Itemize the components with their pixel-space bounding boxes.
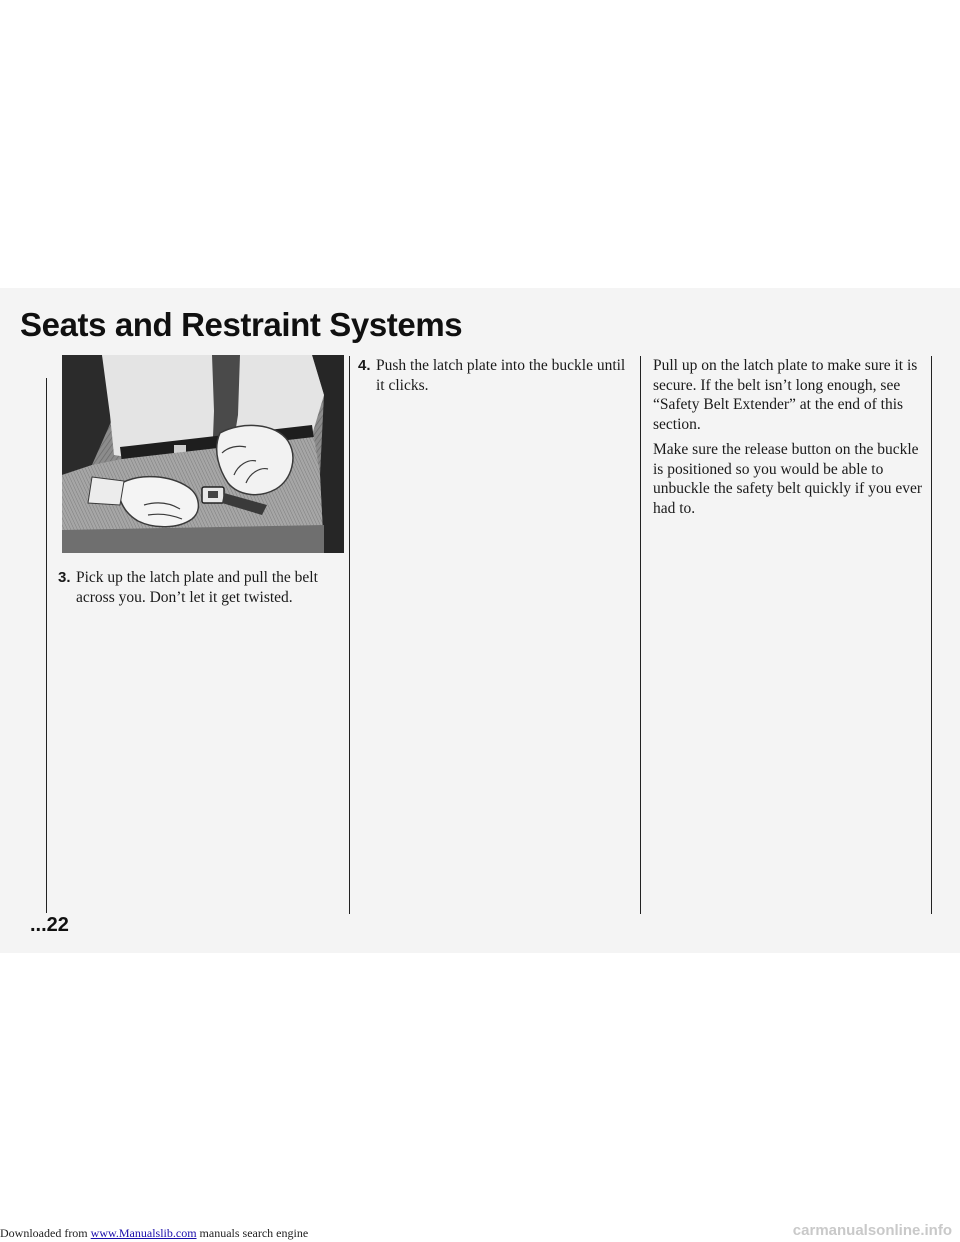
- latch-plate-illustration-icon: [62, 355, 344, 553]
- site-watermark: carmanualsonline.info: [792, 1222, 952, 1239]
- footer-suffix: manuals search engine: [199, 1226, 309, 1240]
- step-text: Push the latch plate into the buckle until it clicks.: [376, 357, 626, 394]
- step-3: [58, 568, 340, 607]
- step-4: [358, 356, 633, 395]
- column-rule-far-right: [931, 356, 932, 914]
- section-title: Seats and Restraint Systems: [20, 306, 463, 343]
- paragraph-latch-secure: Pull up on the latch plate to make sure it is secure. If the belt isn’t long enough, see “Safety Belt Extender” at the end of this section.: [653, 357, 918, 433]
- step-text: Pick up the latch plate and pull the belt across you. Don’t let it get twisted.: [76, 569, 318, 606]
- fastening-safety-belt-illustration: [62, 355, 344, 553]
- download-footer: [0, 1226, 308, 1241]
- footer-prefix: Downloaded from: [0, 1226, 88, 1240]
- step-number: 4.: [358, 357, 371, 374]
- step-number: 3.: [58, 569, 71, 586]
- column-rule-left: [46, 378, 47, 913]
- column-rule-middle: [349, 356, 350, 914]
- manualslib-link[interactable]: www.Manualslib.com: [90, 1226, 197, 1240]
- paragraph-release-button: Make sure the release button on the buckle is positioned so you would be able to unbuckle the safety belt quickly if you ever had to.: [653, 441, 923, 517]
- column-rule-right: [640, 356, 641, 914]
- page-number: ...22: [30, 914, 69, 936]
